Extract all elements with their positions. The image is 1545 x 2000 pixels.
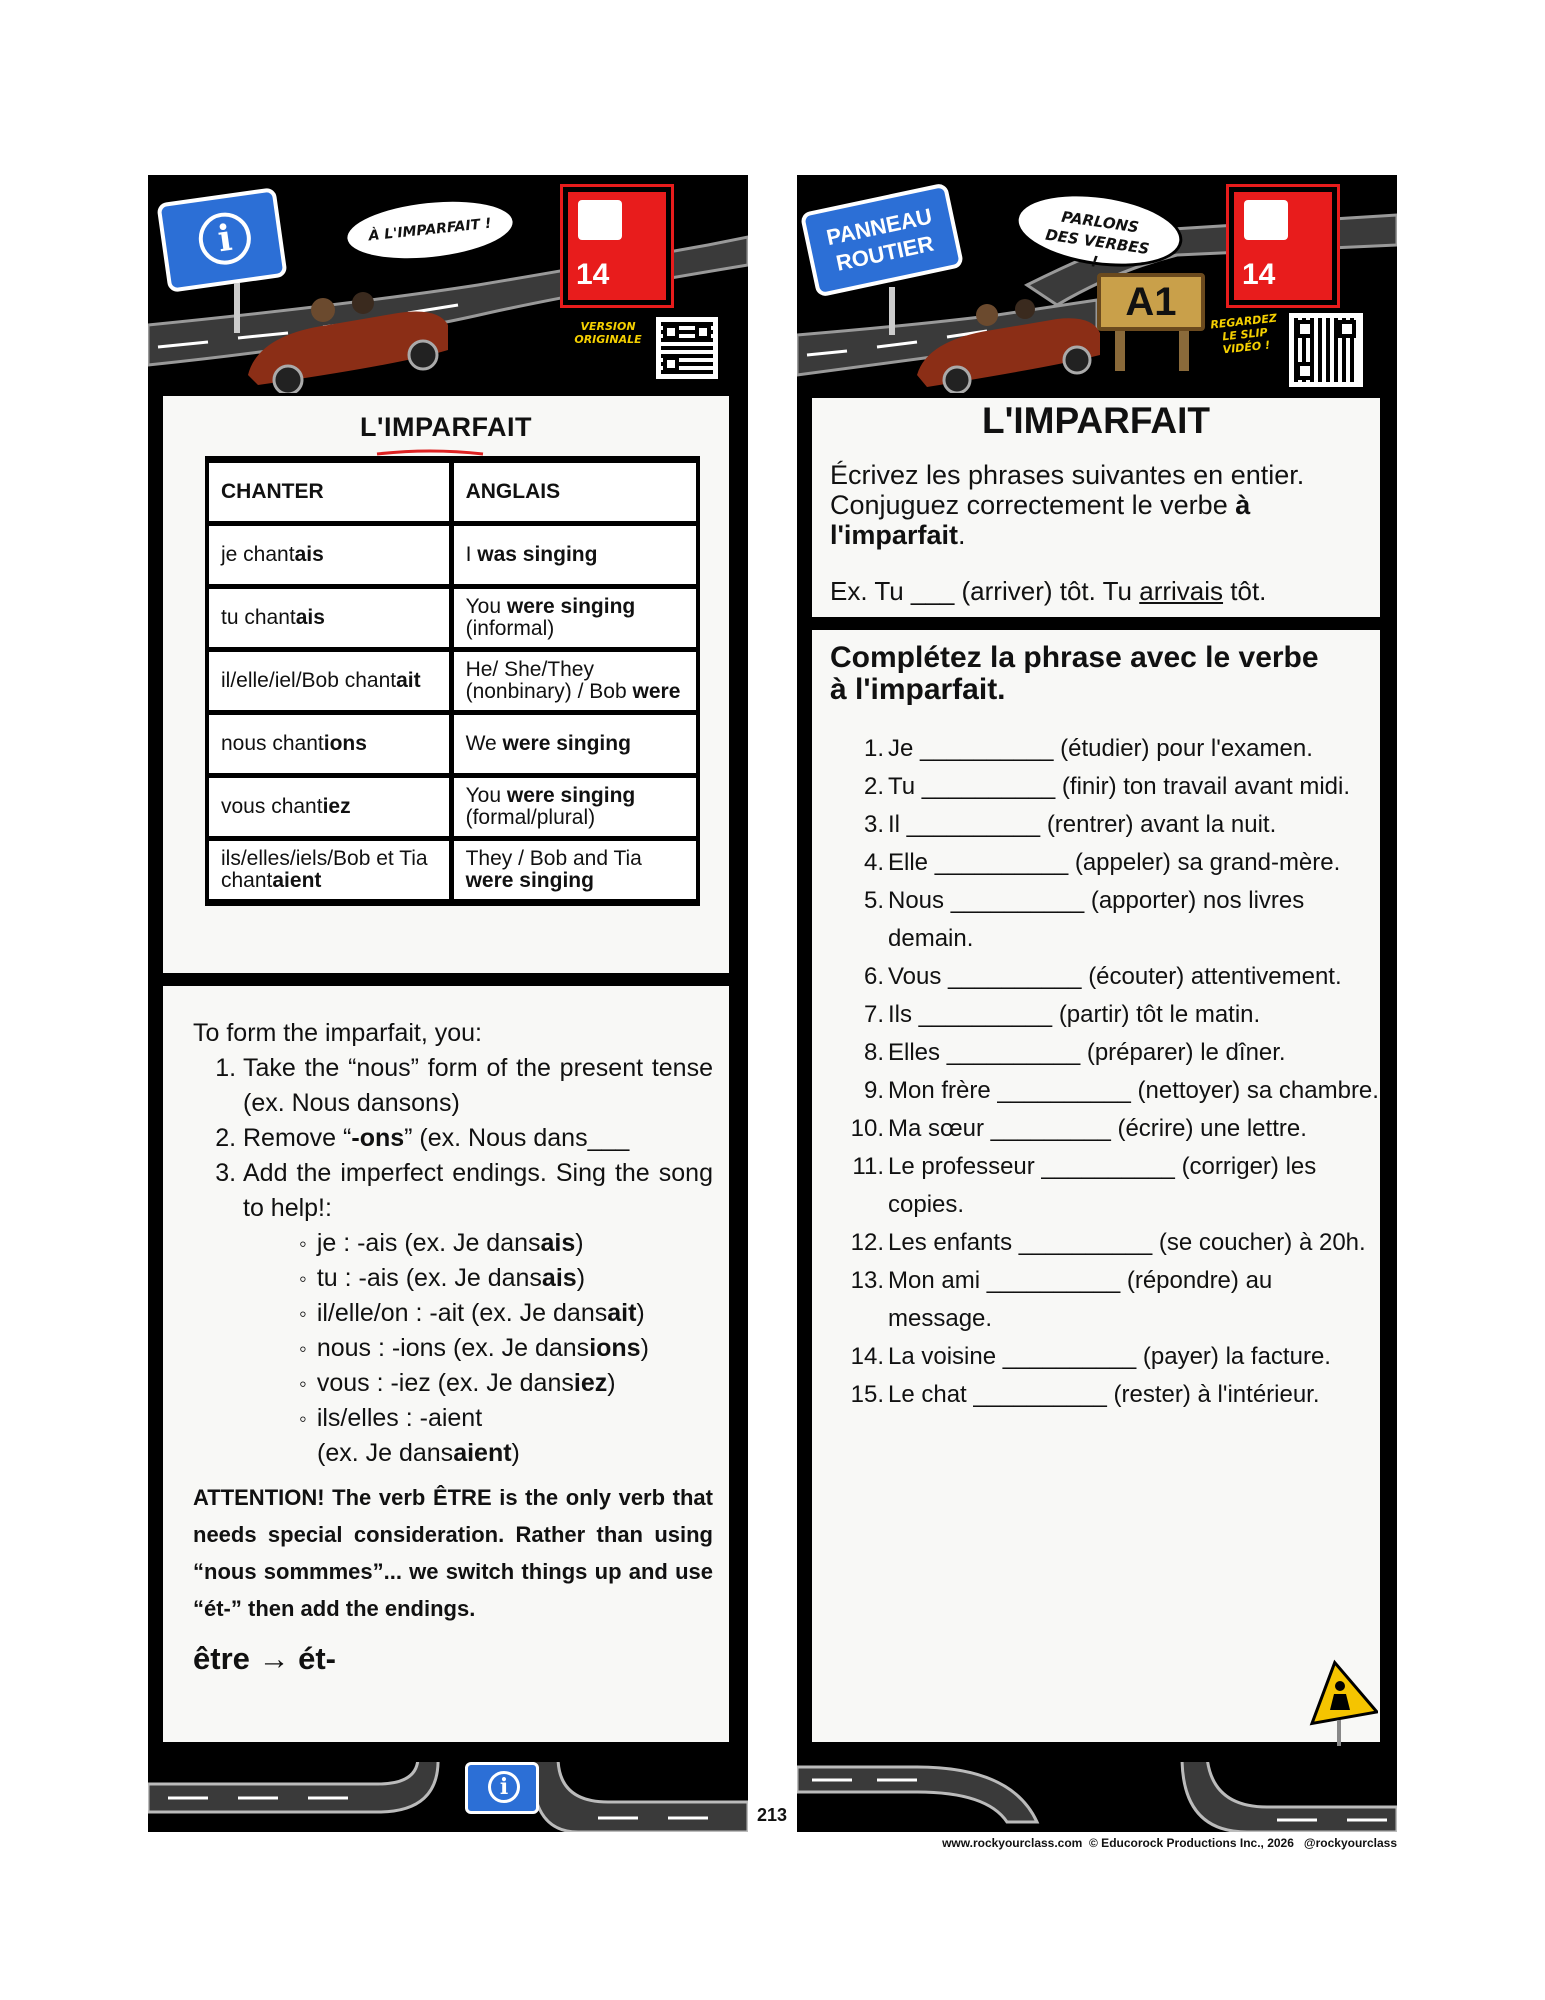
gas-pump-icon — [563, 187, 671, 305]
ending-item: ◦ je : -ais (ex. Je dansais) — [299, 1226, 713, 1261]
right-bookmark — [797, 175, 1397, 1832]
conjugation-box — [160, 393, 732, 976]
exercise-item: 6. Vous __________ (écouter) attentivement. — [863, 963, 1342, 990]
english-cell: They / Bob and Tia were singing — [449, 841, 696, 899]
ending-item: ◦ vous : -iez (ex. Je dansiez) — [299, 1366, 713, 1401]
level-sign: A1 — [1097, 273, 1205, 331]
french-cell: tu chantais — [209, 589, 449, 647]
exercise-item: 3. Il __________ (rentrer) avant la nuit. — [863, 811, 1277, 838]
rules-steps — [243, 1051, 713, 1471]
exercise-item: 7. Ils __________ (partir) tôt le matin. — [863, 1001, 1261, 1028]
pump-number: 14 — [576, 258, 610, 291]
table-header — [209, 463, 696, 521]
english-cell: He/ She/They (nonbinary) / Bob were — [449, 652, 696, 710]
left-banner — [148, 175, 748, 393]
version-label: VERSION ORIGINALE — [574, 320, 642, 346]
info-sign-icon: i — [156, 187, 287, 293]
endings-list — [299, 1226, 713, 1471]
left-footer — [148, 1762, 748, 1832]
rule-step: 2. Remove “-ons” (ex. Nous dans___ — [243, 1121, 713, 1156]
sign-post — [234, 283, 240, 333]
ending-item: ◦ ils/elles : -aient (ex. Je dansaient) — [299, 1401, 713, 1471]
english-cell: You were singing (informal) — [449, 589, 696, 647]
info-sign-small-icon: i — [465, 1762, 539, 1814]
ending-item: ◦ nous : -ions (ex. Je dansions) — [299, 1331, 713, 1366]
right-banner — [797, 175, 1397, 393]
exercise-item: 2. Tu __________ (finir) ton travail avant midi. — [863, 773, 1351, 800]
qr-code[interactable] — [1289, 313, 1363, 387]
table-row — [209, 526, 696, 584]
video-label: REGARDEZ LE SLIP VIDÉO ! — [1209, 311, 1278, 357]
french-cell: ils/elles/iels/Bob et Tia chantaient — [209, 841, 449, 899]
road-footer-illustration — [148, 1762, 748, 1832]
exercise-item: 9. Mon frère __________ (nettoyer) sa chambre. — [863, 1077, 1379, 1104]
right-title: L'IMPARFAIT — [981, 400, 1211, 441]
gas-pump-icon — [1229, 187, 1337, 305]
exercise-item: 10. Ma sœur _________ (écrire) une lettre. — [850, 1115, 1307, 1142]
exercise-item: 14. La voisine __________ (payer) la facture. — [850, 1343, 1331, 1370]
french-cell: vous chantiez — [209, 778, 449, 836]
exercise-title: Complétez la phrase avec le verbe à l'imparfait. — [830, 641, 1319, 706]
french-cell: je chantais — [209, 526, 449, 584]
example-text: Ex. Tu ___ (arriver) tôt. Tu arrivais tôt. — [830, 576, 1267, 606]
ending-item: ◦ il/elle/on : -ait (ex. Je dansait) — [299, 1296, 713, 1331]
instruction-box — [809, 395, 1383, 620]
column-header: CHANTER — [209, 463, 449, 521]
english-cell: I was singing — [449, 526, 696, 584]
table-row — [209, 841, 696, 899]
exercise-item: 11. Le professeur __________ (corriger) les copies. — [852, 1153, 1317, 1218]
rule-step: 3. Add the imperfect endings. Sing the song to help!: ◦ je : -ais (ex. Je dansais) ◦ tu : -ais (ex. Je dansais) ◦ il/elle/on : -ait (ex. Je dansait) ◦ nous : -ions (ex. Je dansions) ◦ vous : -iez (ex. Je dansiez) ◦ ils/elles : -aient (ex. Je dansaient) — [243, 1156, 713, 1471]
sign-leg — [1115, 331, 1125, 371]
speech-text: À L'IMPARFAIT ! — [367, 215, 493, 245]
exercise-item: 8. Elles __________ (préparer) le dîner. — [863, 1039, 1286, 1066]
rule-step: 1. Take the “nous” form of the present tense (ex. Nous dansons) — [243, 1051, 713, 1121]
exercise-item: 12. Les enfants __________ (se coucher) à 20h. — [850, 1229, 1366, 1256]
qr-code[interactable] — [656, 317, 718, 379]
road-sign-icon: PANNEAU ROUTIER — [800, 182, 965, 297]
table-row — [209, 715, 696, 773]
table-row — [209, 589, 696, 647]
exercise-item: 13. Mon ami __________ (répondre) au message. — [850, 1267, 1273, 1332]
ending-item: ◦ tu : -ais (ex. Je dansais) — [299, 1261, 713, 1296]
french-cell: il/elle/iel/Bob chantait — [209, 652, 449, 710]
exercise-list — [840, 730, 1380, 1414]
attention-note: ATTENTION! The verb ÊTRE is the only verb that needs special consideration. Rather than using “nous sommmes”... we switch things up and use “ét-” then add the endings. — [193, 1485, 713, 1621]
exercise-item: 5. Nous __________ (apporter) nos livres demain. — [863, 887, 1305, 952]
column-header: ANGLAIS — [449, 463, 696, 521]
rules-intro: To form the imparfait, you: — [193, 1019, 483, 1047]
exercise-box — [809, 627, 1383, 1745]
exercise-item: 1. Je __________ (étudier) pour l'examen. — [863, 735, 1313, 762]
instruction-text: Écrivez les phrases suivantes en entier. Conjuguez correctement le verbe à l'imparfait. — [830, 460, 1305, 550]
credits-text: www.rockyourclass.com © Educorock Productions Inc., 2026 @rockyourclass — [942, 1836, 1397, 1850]
table-row — [209, 778, 696, 836]
pump-number: 14 — [1242, 258, 1276, 291]
right-footer — [797, 1762, 1397, 1832]
left-bookmark — [148, 175, 748, 1832]
page-number: 213 — [756, 1805, 788, 1825]
rules-text — [193, 1016, 713, 1676]
speech-text: PARLONS DES VERBES ! — [1044, 207, 1151, 272]
road-work-sign-icon — [1304, 1658, 1378, 1748]
sign-leg — [1179, 331, 1189, 371]
conjugation-table — [205, 456, 700, 906]
sign-post — [889, 287, 895, 335]
road-footer-illustration — [797, 1762, 1397, 1832]
exercise-item: 15. Le chat __________ (rester) à l'intérieur. — [850, 1381, 1320, 1408]
rules-box — [160, 983, 732, 1745]
etre-rule: être → ét- — [193, 1641, 336, 1676]
exercise-item: 4. Elle __________ (appeler) sa grand-mère. — [863, 849, 1341, 876]
english-cell: We were singing — [449, 715, 696, 773]
left-title: L'IMPARFAIT — [163, 412, 729, 443]
french-cell: nous chantions — [209, 715, 449, 773]
table-row — [209, 652, 696, 710]
english-cell: You were singing (formal/plural) — [449, 778, 696, 836]
